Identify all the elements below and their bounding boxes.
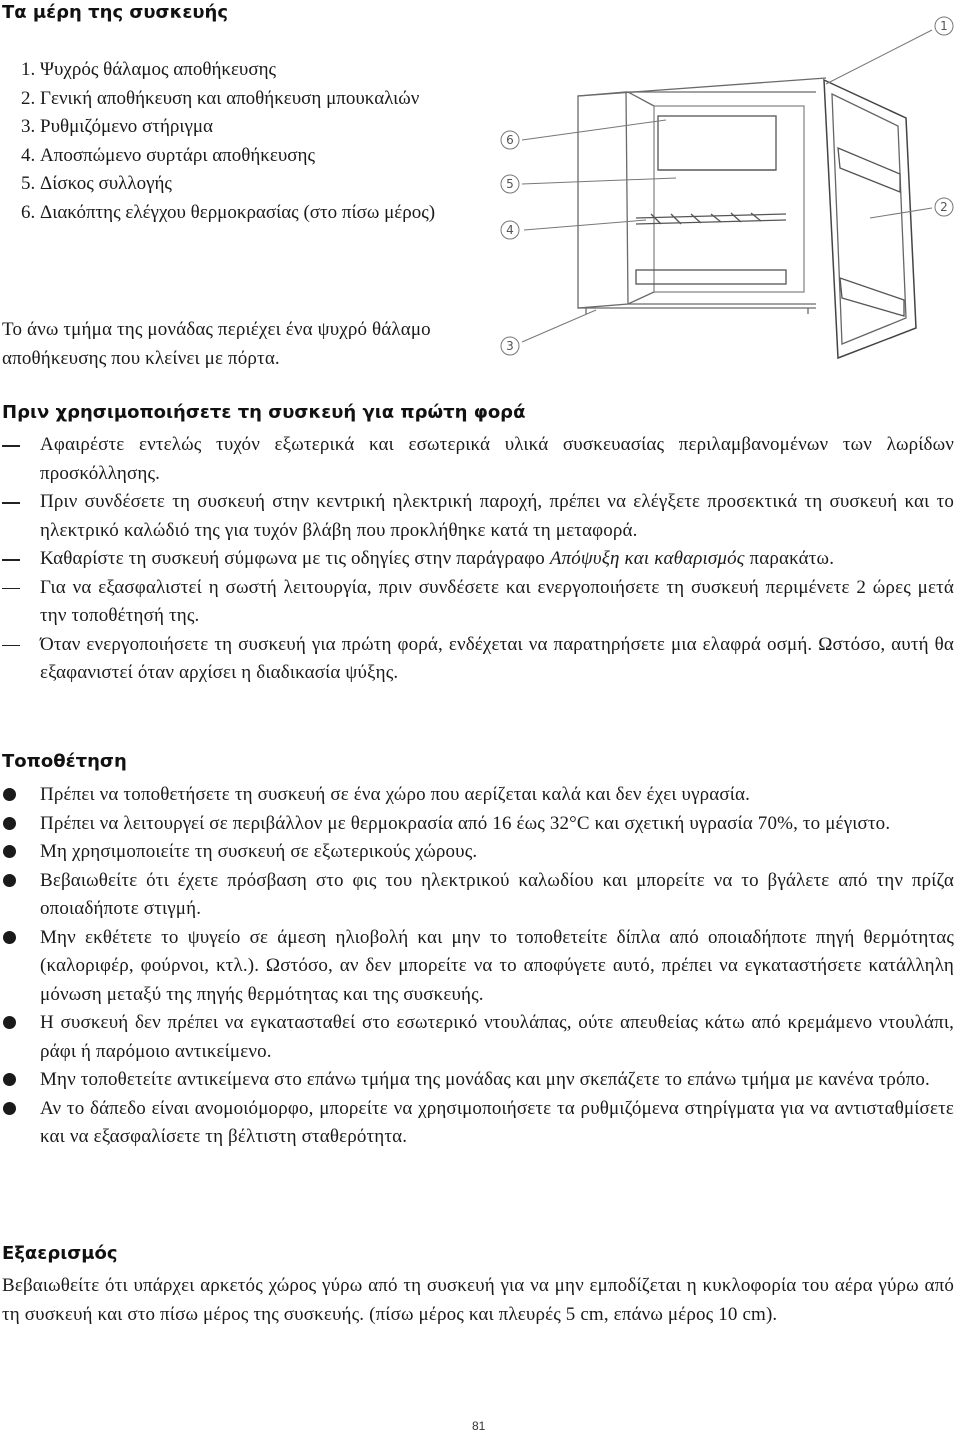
bullet-marker (3, 817, 16, 830)
interior-edge (628, 292, 654, 304)
cabinet-left-side (578, 92, 628, 308)
parts-intro-text: Το άνω τμήμα της μονάδας περιέχει ένα ψυχρό θάλαμο αποθήκευσης που κλείνει με πόρτα. (2, 319, 431, 369)
first-use-item (2, 488, 954, 545)
callout-label-5: 5 (506, 177, 514, 191)
callout-label-2: 2 (940, 200, 948, 214)
chiller-compartment (658, 116, 776, 170)
bullet-marker (3, 874, 16, 887)
first-use-item (2, 631, 954, 688)
placement-item (2, 867, 954, 924)
callout-label-4: 4 (506, 223, 514, 237)
parts-list-item: 6. Διακόπτης ελέγχου θερμοκρασίας (στο πίσω μέρος) (40, 199, 510, 228)
first-use-item-text: Για να εξασφαλιστεί η σωστή λειτουργία, πριν συνδέσετε και ενεργοποιήσετε τη συσκευή περιμένετε 2 ώρες μετά την τοποθέτησή της. (40, 576, 954, 626)
parts-list-item: 5. Δίσκος συλλογής (40, 170, 510, 199)
parts-list-item: 2. Γενική αποθήκευση και αποθήκευση μπουκαλιών (40, 85, 510, 114)
placement-item-text: Μην εκθέτετε το ψυγείο σε άμεση ηλιοβολή και μην το τοποθετείτε δίπλα από οποιαδήποτε πηγή θερμότητας (καλοριφέρ, φούρνοι, κτλ.). Ωστόσο, αν δεν μπορείτε να το αποφύγετε αυτό, πρέπει να εγκαταστήσετε κατάλληλη μόνωση μεταξύ της πηγής θερμότητας και της συσκευής. (40, 926, 954, 1005)
parts-heading: Τα μέρη της συσκευής (2, 2, 229, 23)
dash-marker (2, 588, 20, 590)
dash-marker (2, 559, 20, 561)
first-use-item (2, 431, 954, 488)
placement-item-text: Μην τοποθετείτε αντικείμενα στο επάνω τμήμα της μονάδας και μην σκεπάζετε το επάνω τμήμα με κανένα τρόπο. (40, 1069, 930, 1090)
placement-item (2, 810, 954, 839)
placement-item (2, 1095, 954, 1152)
dash-marker (2, 502, 20, 504)
bullet-marker (3, 845, 16, 858)
parts-list (2, 56, 510, 227)
drip-tray (636, 270, 786, 284)
parts-list-item: 1. Ψυχρός θάλαμος αποθήκευσης (40, 56, 510, 85)
first-use-item-text: Καθαρίστε τη συσκευή σύμφωνα με τις οδηγίες στην παράγραφο (40, 548, 550, 569)
section-reference: Απόψυξη και καθαρισμός (549, 548, 745, 569)
door-bin (838, 148, 900, 192)
placement-item-text: Πρέπει να τοποθετήσετε τη συσκευή σε ένα χώρο που αερίζεται καλά και δεν έχει υγρασία. (40, 784, 751, 805)
first-use-item (2, 574, 954, 631)
bullet-marker (3, 1016, 16, 1029)
dash-marker (2, 445, 20, 447)
bullet-marker (3, 1073, 16, 1086)
interior-edge (628, 92, 654, 106)
first-use-item-text: Πριν συνδέσετε τη συσκευή στην κεντρική ηλεκτρική παροχή, πρέπει να ελέγξετε προσεκτικά τη συσκευή και το ηλεκτρικό καλώδιό της για τυχόν βλάβη που προκλήθηκε κατά τη μεταφορά. (40, 491, 954, 541)
placement-list (2, 781, 954, 1152)
placement-item-text: Βεβαιωθείτε ότι έχετε πρόσβαση στο φις του ηλεκτρικού καλωδίου και μπορείτε να το βγάλετε από την πρίζα οποιαδήποτε στιγμή. (40, 869, 954, 919)
page-number: 81 (472, 1419, 486, 1433)
fridge-diagram (486, 8, 956, 378)
parts-list-item: 3. Ρυθμιζόμενο στήριγμα (40, 113, 510, 142)
bullet-marker (3, 931, 16, 944)
placement-item (2, 838, 954, 867)
placement-item-text: Πρέπει να λειτουργεί σε περιβάλλον με θερμοκρασία από 16 έως 32°C και σχετική υγρασία 70%, το μέγιστο. (40, 812, 891, 834)
placement-item (2, 1066, 954, 1095)
placement-item-text: Μη χρησιμοποιείτε τη συσκευή σε εξωτερικούς χώρους. (40, 841, 478, 862)
placement-item (2, 781, 954, 810)
first-use-item-text: Όταν ενεργοποιήσετε τη συσκευή για πρώτη φορά, ενδέχεται να παρατηρήσετε μια ελαφρά οσμή. Ωστόσο, αυτή θα εξαφανιστεί όταν αρχίσει η διαδικασία ψύξης. (40, 633, 954, 683)
bullet-marker (3, 1102, 16, 1115)
first-use-list (2, 431, 954, 688)
first-use-item-text: παρακάτω. (744, 548, 835, 569)
placement-item-text: Η συσκευή δεν πρέπει να εγκατασταθεί στο εσωτερικό ντουλάπας, ούτε απευθείας κάτω από κρεμάμενο ντουλάπι, ράφι ή παρόμοιο αντικείμενο. (40, 1012, 954, 1062)
interior-back (654, 106, 804, 292)
leader-lines (522, 30, 932, 342)
callout-label-1: 1 (940, 19, 948, 33)
first-use-item (2, 545, 954, 574)
cabinet-top-edge (578, 78, 826, 96)
bullet-marker (3, 788, 16, 801)
placement-item-text: Αν το δάπεδο είναι ανομοιόμορφο, μπορείτε να χρησιμοποιήσετε τα ρυθμιζόμενα στηρίγματα για να αντισταθμίσετε και να εξασφαλίσετε τη βέλτιστη σταθερότητα. (40, 1097, 954, 1147)
first-use-item-text: Αφαιρέστε εντελώς τυχόν εξωτερικά και εσωτερικά υλικά συσκευασίας περιλαμβανομένων των λωρίδων προσκόλλησης. (40, 434, 954, 484)
placement-item (2, 924, 954, 1010)
parts-list-item: 4. Αποσπώμενο συρτάρι αποθήκευσης (40, 142, 510, 171)
callout-label-6: 6 (506, 133, 514, 147)
ventilation-heading: Εξαερισμός (2, 1243, 118, 1264)
door-bin (840, 278, 904, 316)
dash-marker (2, 645, 20, 647)
callout-label-3: 3 (506, 339, 514, 353)
first-use-heading: Πριν χρησιμοποιήσετε τη συσκευή για πρώτη φορά (2, 402, 526, 423)
placement-item (2, 1009, 954, 1066)
placement-heading: Τοποθέτηση (2, 751, 127, 772)
ventilation-text: Βεβαιωθείτε ότι υπάρχει αρκετός χώρος γύρω από τη συσκευή για να μην εμποδίζεται η κυκλοφορία του αέρα γύρω από τη συσκευή και στο πίσω μέρος της συσκευής. (πίσω μέρος και πλευρές 5 cm, επάνω μέρος 10 cm). (2, 1275, 954, 1325)
shelf (636, 213, 786, 224)
